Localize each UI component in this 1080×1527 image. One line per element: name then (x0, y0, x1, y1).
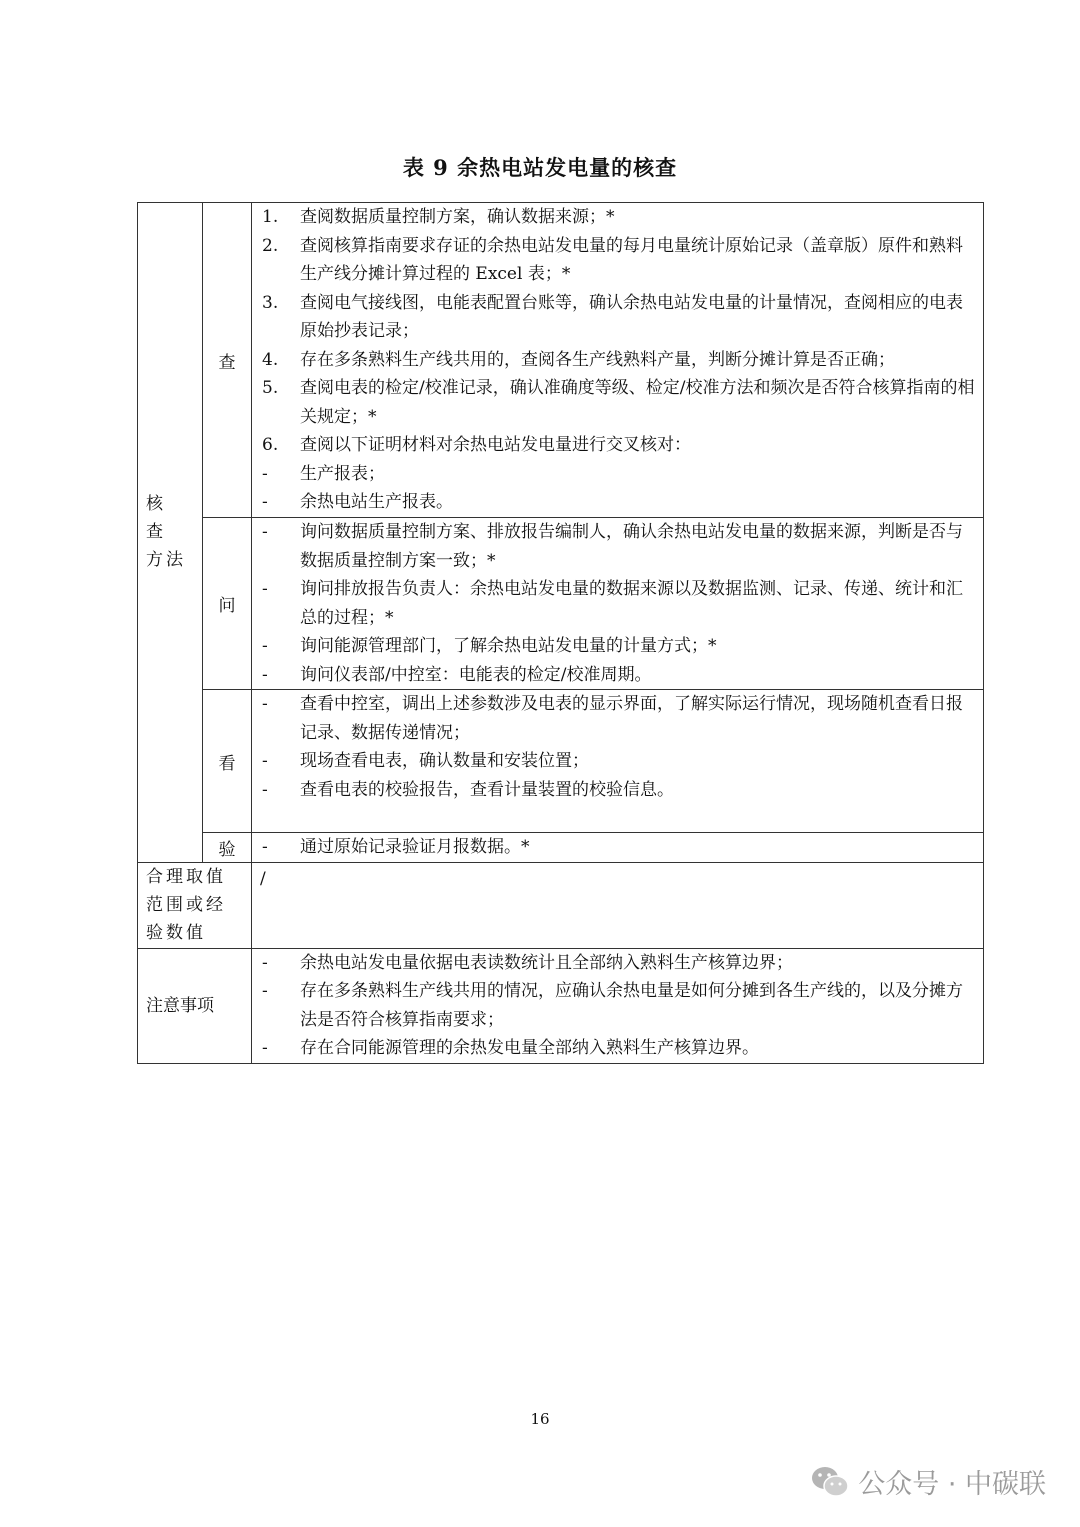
list-item (260, 661, 975, 690)
list-item (260, 690, 975, 747)
list-marker: - (262, 952, 268, 973)
list-item (260, 575, 975, 632)
list-marker: - (262, 522, 268, 542)
table-title: 表 9 余热电站发电量的核查 (402, 155, 678, 180)
wen-list (252, 518, 983, 689)
list-marker: 3. (262, 292, 279, 313)
notes-list (252, 949, 983, 1063)
list-item (260, 949, 975, 978)
list-text: 查阅电气接线图，电能表配置台账等，确认余热电站发电量的计量情况，查阅相应的电表原始抄表记录； (300, 292, 963, 341)
watermark (810, 1462, 1046, 1501)
verification-table (137, 202, 984, 1064)
row-range (138, 862, 984, 948)
list-item (260, 1034, 975, 1063)
kan-list (252, 690, 983, 804)
list-item (260, 346, 975, 375)
list-text: 存在多条熟料生产线共用的情况，应确认余热电量是如何分摊到各生产线的，以及分摊方法是否符合核算指南要求； (300, 981, 963, 1030)
list-text: 询问仪表部/中控室：电能表的检定/校准周期。 (300, 664, 652, 685)
list-marker: - (262, 779, 268, 800)
list-text: 存在多条熟料生产线共用的，查阅各生产线熟料产量，判断分摊计算是否正确； (300, 349, 895, 370)
list-item (260, 518, 975, 575)
list-item (260, 374, 975, 431)
row-kan (138, 690, 984, 833)
list-marker: - (262, 1038, 268, 1058)
list-marker: - (262, 981, 268, 1001)
list-text: 现场查看电表，确认数量和安装位置； (300, 751, 589, 771)
list-item (260, 460, 975, 489)
list-marker: 2. (262, 235, 279, 256)
list-marker: - (262, 751, 268, 771)
list-item (260, 747, 975, 776)
list-text: 存在合同能源管理的余热发电量全部纳入熟料生产核算边界。 (300, 1038, 759, 1058)
sub-label-kan: 看 (203, 690, 252, 833)
list-marker: - (262, 636, 268, 656)
list-marker: - (262, 463, 268, 484)
list-text: 查阅电表的检定/校准记录，确认准确度等级、检定/校准方法和频次是否符合核算指南的相关规定；* (300, 378, 975, 427)
list-text: 询问数据质量控制方案、排放报告编制人，确认余热电站发电量的数据来源，判断是否与数据质量控制方案一致；* (300, 522, 963, 571)
list-text: 查看中控室，调出上述参数涉及电表的显示界面，了解实际运行情况，现场随机查看日报记录、数据传递情况； (300, 694, 963, 743)
range-value: / (252, 862, 984, 948)
sub-label-cha: 查 (203, 203, 252, 518)
row-yan (138, 833, 984, 863)
wechat-icon (810, 1465, 850, 1499)
sub-label-yan: 验 (203, 833, 252, 863)
page-number: 16 (530, 1410, 550, 1428)
list-marker: 5. (262, 378, 279, 398)
list-text: 生产报表； (300, 463, 385, 484)
list-marker: - (262, 492, 268, 512)
range-label: 合理取值范围或经验数值 (138, 862, 252, 948)
list-marker: - (262, 694, 268, 714)
row-notes (138, 948, 984, 1063)
list-item (260, 488, 975, 517)
list-marker: 4. (262, 349, 279, 370)
notes-label: 注意事项 (138, 948, 252, 1063)
list-marker: 6. (262, 435, 279, 455)
watermark-text: 公众号 · 中碳联 (858, 1469, 1046, 1500)
cha-list (252, 203, 983, 517)
list-marker: - (262, 837, 268, 857)
list-marker: 1. (262, 207, 279, 227)
list-item (260, 776, 975, 805)
list-text: 余热电站生产报表。 (300, 492, 453, 512)
list-text: 询问能源管理部门，了解余热电站发电量的计量方式；* (300, 636, 717, 656)
sub-label-wen: 问 (203, 518, 252, 690)
method-label: 核 查 方法 (138, 203, 203, 863)
list-item (260, 203, 975, 232)
list-item (260, 833, 975, 862)
list-item (260, 977, 975, 1034)
list-text: 查阅核算指南要求存证的余热电站发电量的每月电量统计原始记录（盖章版）原件和熟料生产线分摊计算过程的 Excel 表；* (300, 235, 963, 284)
list-item (260, 289, 975, 346)
list-text: 余热电站发电量依据电表读数统计且全部纳入熟料生产核算边界； (300, 952, 793, 973)
list-item (260, 632, 975, 661)
row-wen (138, 518, 984, 690)
list-marker: - (262, 579, 268, 599)
list-item (260, 232, 975, 289)
list-text: 查阅以下证明材料对余热电站发电量进行交叉核对： (300, 435, 691, 455)
list-text: 通过原始记录验证月报数据。* (300, 837, 530, 857)
yan-list (252, 833, 983, 862)
list-text: 查看电表的校验报告，查看计量装置的校验信息。 (300, 779, 674, 800)
list-item (260, 431, 975, 460)
list-text: 查阅数据质量控制方案，确认数据来源；* (300, 207, 615, 227)
list-text: 询问排放报告负责人：余热电站发电量的数据来源以及数据监测、记录、传递、统计和汇总的过程；* (300, 579, 963, 628)
list-marker: - (262, 664, 268, 685)
row-cha (138, 203, 984, 518)
